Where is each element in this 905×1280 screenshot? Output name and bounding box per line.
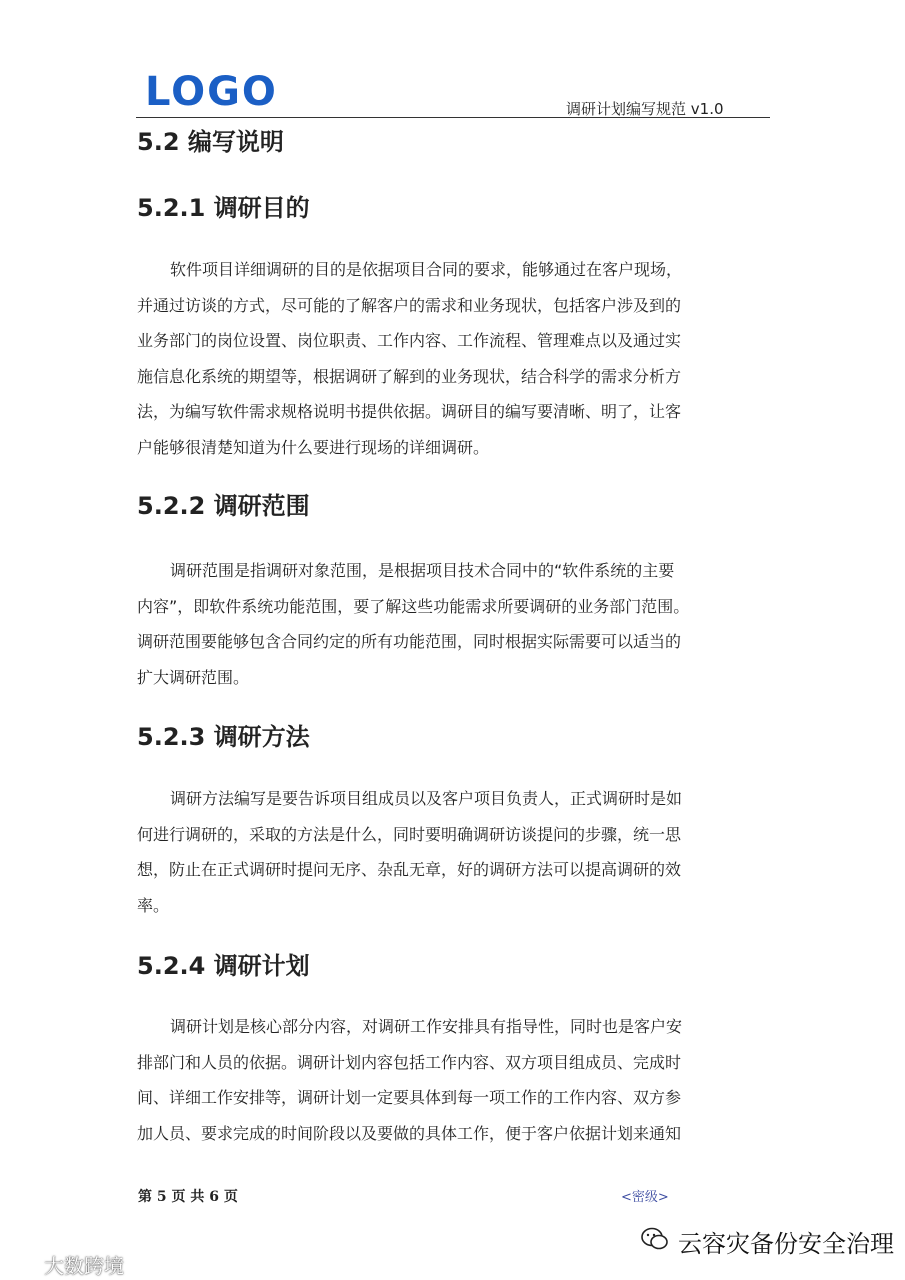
paragraph-line: 何进行调研的，采取的方法是什么，同时要明确调研访谈提问的步骤，统一思 <box>137 824 682 844</box>
chat-bubble-icon <box>6 1251 44 1278</box>
paragraph-line: 并通过访谈的方式，尽可能的了解客户的需求和业务现状，包括客户涉及到的 <box>137 295 682 315</box>
paragraph-line: 率。 <box>137 895 170 915</box>
paragraph-line: 排部门和人员的依据。调研计划内容包括工作内容、双方项目组成员、完成时 <box>137 1052 682 1072</box>
paragraph-line: 调研范围要能够包含合同约定的所有功能范围，同时根据实际需要可以适当的 <box>137 632 682 651</box>
paragraph-line: 想，防止在正式调研时提问无序、杂乱无章，好的调研方法可以提高调研的效 <box>137 860 682 879</box>
paragraph-method <box>137 781 761 923</box>
paragraph-plan <box>137 1009 761 1151</box>
paragraph-line: 间、详细工作安排等，调研计划一定要具体到每一项工作的工作内容、双方参 <box>137 1088 682 1107</box>
paragraph-line: 户能够很清楚知道为什么要进行现场的详细调研。 <box>137 437 490 457</box>
subsection-heading-scope: 5.2.2 调研范围 <box>137 492 310 520</box>
wechat-icon <box>640 1226 678 1258</box>
watermark-text: 云容灾备份安全治理 <box>678 1230 894 1258</box>
paragraph-line: 软件项目详细调研的目的是依据项目合同的要求，能够通过在客户现场， <box>170 260 683 279</box>
section-heading: 5.2 编写说明 <box>137 128 284 156</box>
paragraph-line: 扩大调研范围。 <box>137 667 250 687</box>
paragraph-line: 调研计划是核心部分内容，对调研工作安排具有指导性，同时也是客户安 <box>170 1017 683 1036</box>
subsection-heading-purpose: 5.2.1 调研目的 <box>137 194 310 222</box>
classification-label: <密级> <box>621 1190 669 1205</box>
paragraph-line: 内容”，即软件系统功能范围，要了解这些功能需求所要调研的业务部门范围。 <box>137 596 690 616</box>
subsection-heading-method: 5.2.3 调研方法 <box>137 723 310 751</box>
paragraph-line: 业务部门的岗位设置、岗位职责、工作内容、工作流程、管理难点以及通过实 <box>137 331 682 350</box>
paragraph-line: 施信息化系统的期望等，根据调研了解到的业务现状，结合科学的需求分析方 <box>137 366 682 386</box>
paragraph-line: 法，为编写软件需求规格说明书提供依据。调研目的编写要清晰、明了，让客 <box>137 402 682 421</box>
paragraph-line: 加人员、要求完成的时间阶段以及要做的具体工作，便于客户依据计划来通知 <box>137 1123 682 1143</box>
subsection-heading-plan: 5.2.4 调研计划 <box>137 952 310 980</box>
paragraph-purpose <box>137 252 761 465</box>
paragraph-line: 调研方法编写是要告诉项目组成员以及客户项目负责人，正式调研时是如 <box>170 789 683 808</box>
paragraph-line: 调研范围是指调研对象范围，是根据项目技术合同中的“软件系统的主要 <box>170 561 675 580</box>
logo: LOGO <box>145 69 278 115</box>
document-title: 调研计划编写规范 v1.0 <box>566 100 724 118</box>
source-watermark <box>6 1250 124 1279</box>
watermark-text: 大数跨境 <box>44 1254 124 1278</box>
header-divider <box>136 117 770 118</box>
wechat-watermark <box>640 1224 894 1259</box>
page-number: 第 5 页 共 6 页 <box>138 1189 238 1205</box>
paragraph-scope <box>137 553 761 695</box>
